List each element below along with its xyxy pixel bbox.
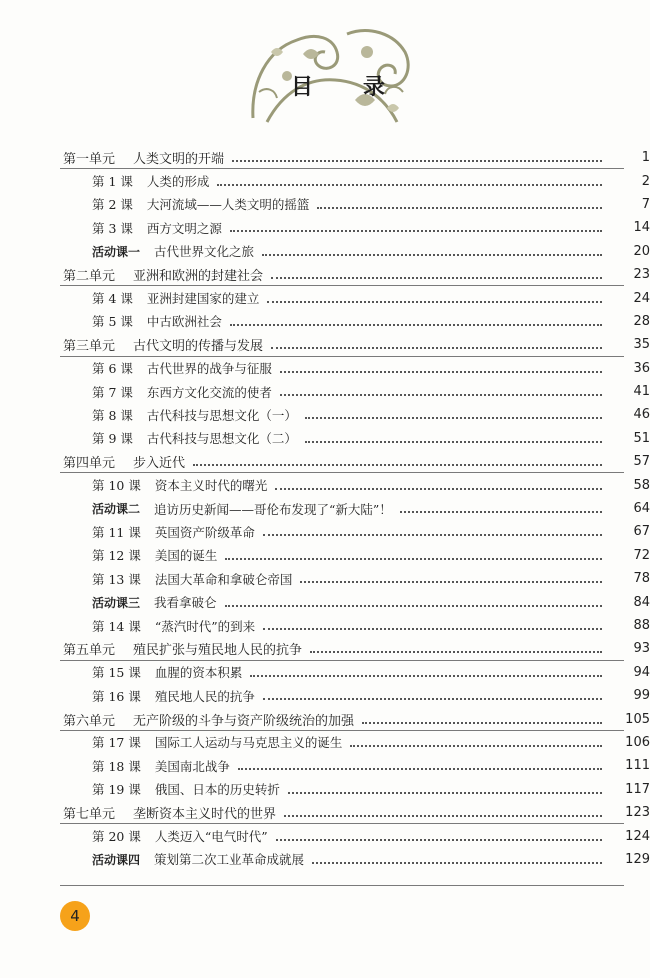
toc-entry-title: 美国的诞生 — [154, 548, 218, 564]
toc-entry-label: 第 3 课 — [92, 220, 133, 236]
toc-lesson-row[interactable] — [0, 310, 650, 333]
toc-lesson-row[interactable] — [0, 473, 650, 496]
toc-dot-leader — [275, 487, 602, 490]
toc-page-number: 35 — [633, 337, 650, 353]
toc-page-number: 106 — [625, 734, 650, 750]
toc-dot-leader — [312, 861, 602, 864]
toc-unit-row[interactable] — [0, 801, 650, 824]
toc-dot-leader — [263, 697, 602, 700]
toc-entry-label: 第 14 课 — [92, 618, 141, 634]
toc-entry-title: 古代世界文化之旅 — [154, 244, 255, 260]
toc-page-number: 14 — [633, 220, 650, 236]
heading-char-lu: 录 — [362, 75, 385, 100]
toc-unit-row[interactable] — [0, 707, 650, 730]
toc-page-number: 99 — [633, 688, 650, 704]
toc-entry-label: 第 8 课 — [92, 407, 133, 423]
toc-entry-title: 垄断资本主义时代的世界 — [133, 807, 277, 823]
toc-entry-title: 血腥的资本积累 — [154, 665, 243, 681]
table-of-contents — [0, 146, 650, 871]
toc-entry-title: 古代科技与思想文化（一） — [146, 407, 297, 423]
toc-page-number: 84 — [633, 594, 650, 610]
toc-entry-title: 亚洲封建国家的建立 — [146, 291, 260, 307]
toc-lesson-row[interactable] — [0, 544, 650, 567]
toc-dot-leader — [193, 463, 602, 466]
toc-dot-leader — [263, 627, 602, 630]
toc-entry-title: 资本主义时代的曙光 — [154, 478, 268, 494]
toc-lesson-row[interactable] — [0, 614, 650, 637]
toc-dot-leader — [310, 650, 602, 653]
toc-entry-label: 第 4 课 — [92, 291, 133, 307]
toc-unit-row[interactable] — [0, 450, 650, 473]
toc-entry-label: 第二单元 — [63, 269, 116, 285]
toc-entry-label: 第六单元 — [63, 713, 116, 729]
toc-activity-row[interactable] — [0, 848, 650, 871]
toc-lesson-row[interactable] — [0, 357, 650, 380]
toc-page-number: 20 — [633, 243, 650, 259]
toc-entry-title: 古代科技与思想文化（二） — [146, 431, 297, 447]
toc-lesson-row[interactable] — [0, 567, 650, 590]
toc-dot-leader — [267, 300, 602, 303]
toc-entry-label: 第 20 课 — [92, 829, 141, 845]
toc-entry-title: 人类的形成 — [146, 174, 210, 190]
toc-dot-leader — [232, 159, 602, 162]
toc-entry-label: 第 1 课 — [92, 174, 133, 190]
toc-unit-row[interactable] — [0, 263, 650, 286]
toc-entry-label: 活动课一 — [92, 244, 141, 259]
toc-dot-leader — [317, 206, 602, 209]
toc-unit-row[interactable] — [0, 146, 650, 169]
toc-lesson-row[interactable] — [0, 684, 650, 707]
toc-activity-row[interactable] — [0, 497, 650, 520]
toc-entry-title: 中古欧洲社会 — [146, 314, 222, 330]
toc-entry-title: 法国大革命和拿破仑帝国 — [154, 571, 293, 587]
toc-entry-label: 第五单元 — [63, 643, 116, 659]
toc-unit-row[interactable] — [0, 637, 650, 660]
toc-lesson-row[interactable] — [0, 286, 650, 309]
toc-dot-leader — [300, 580, 602, 583]
toc-page-number: 105 — [625, 711, 650, 727]
toc-entry-label: 第三单元 — [63, 339, 116, 355]
toc-unit-row[interactable] — [0, 333, 650, 356]
toc-dot-leader — [262, 253, 602, 256]
toc-entry-title: 东西方文化交流的使者 — [146, 384, 272, 400]
toc-entry-label: 第 11 课 — [92, 524, 141, 540]
toc-entry-label: 第一单元 — [63, 152, 116, 168]
toc-entry-title: 人类迈入“电气时代” — [154, 829, 268, 845]
toc-dot-leader — [288, 791, 602, 794]
toc-lesson-row[interactable] — [0, 169, 650, 192]
toc-dot-leader — [280, 393, 602, 396]
toc-entry-label: 第 9 课 — [92, 431, 133, 447]
toc-page-number: 111 — [625, 758, 650, 774]
toc-entry-title: 国际工人运动与马克思主义的诞生 — [154, 735, 343, 751]
toc-entry-title: 追访历史新闻——哥伦布发现了“新大陆”！ — [154, 501, 392, 517]
page-number-badge — [60, 901, 90, 931]
toc-dot-leader — [263, 533, 602, 536]
toc-dot-leader — [217, 183, 602, 186]
toc-dot-leader — [230, 323, 602, 326]
toc-entry-title: 古代文明的传播与发展 — [133, 339, 264, 355]
toc-lesson-row[interactable] — [0, 754, 650, 777]
toc-page-number: 78 — [633, 571, 650, 587]
toc-entry-label: 活动课四 — [92, 852, 141, 867]
toc-entry-label: 第 6 课 — [92, 361, 133, 377]
toc-dot-leader — [280, 370, 602, 373]
toc-entry-title: 大河流域——人类文明的摇篮 — [146, 197, 310, 213]
toc-entry-title: 英国资产阶级革命 — [154, 524, 255, 540]
toc-page-number: 1 — [641, 150, 650, 166]
toc-lesson-row[interactable] — [0, 193, 650, 216]
toc-page-number: 93 — [633, 641, 650, 657]
toc-lesson-row[interactable] — [0, 661, 650, 684]
toc-lesson-row[interactable] — [0, 427, 650, 450]
toc-activity-row[interactable] — [0, 240, 650, 263]
toc-dot-leader — [271, 276, 602, 279]
toc-page-number: 123 — [625, 805, 650, 821]
toc-entry-title: 美国南北战争 — [154, 758, 230, 774]
toc-bottom-rule — [60, 885, 624, 886]
toc-page-number: 124 — [625, 828, 650, 844]
toc-page-number: 58 — [633, 477, 650, 493]
toc-page-number: 94 — [633, 664, 650, 680]
toc-entry-label: 第 10 课 — [92, 478, 141, 494]
toc-dot-leader — [305, 416, 602, 419]
toc-entry-label: 第 15 课 — [92, 665, 141, 681]
toc-entry-title: 策划第二次工业革命成就展 — [154, 852, 305, 868]
toc-entry-label: 第 5 课 — [92, 314, 133, 330]
toc-page-number: 7 — [641, 196, 650, 212]
toc-entry-label: 第 18 课 — [92, 758, 141, 774]
toc-page-number: 67 — [633, 524, 650, 540]
toc-entry-label: 活动课三 — [92, 595, 141, 610]
heading-char-mu: 目 — [291, 75, 314, 100]
toc-entry-title: 殖民扩张与殖民地人民的抗争 — [133, 643, 303, 659]
toc-page-number: 2 — [641, 173, 650, 189]
toc-lesson-row[interactable] — [0, 216, 650, 239]
toc-entry-label: 第 16 课 — [92, 688, 141, 704]
toc-page-number: 88 — [633, 618, 650, 633]
toc-page-number: 46 — [633, 407, 650, 423]
toc-lesson-row[interactable] — [0, 403, 650, 426]
toc-lesson-row[interactable] — [0, 520, 650, 543]
toc-page-number: 64 — [633, 501, 650, 517]
toc-activity-row[interactable] — [0, 590, 650, 613]
toc-entry-label: 第 7 课 — [92, 384, 133, 400]
toc-page-number: 72 — [633, 547, 650, 563]
page-number: 4 — [70, 907, 80, 925]
toc-entry-title: 古代世界的战争与征服 — [146, 361, 272, 377]
toc-lesson-row[interactable] — [0, 824, 650, 847]
toc-heading — [291, 70, 385, 101]
toc-dot-leader — [271, 346, 602, 349]
toc-dot-leader — [305, 440, 602, 443]
toc-dot-leader — [276, 838, 602, 841]
toc-page-number: 28 — [633, 313, 650, 329]
toc-page-number: 51 — [633, 430, 650, 446]
toc-page-number: 24 — [633, 290, 650, 306]
toc-entry-title: 俄国、日本的历史转折 — [154, 782, 280, 798]
toc-dot-leader — [225, 604, 602, 607]
toc-entry-title: 西方文明之源 — [146, 220, 222, 236]
toc-dot-leader — [284, 814, 602, 817]
toc-dot-leader — [230, 229, 602, 232]
toc-entry-title: “蒸汽时代”的到来 — [154, 618, 256, 634]
toc-dot-leader — [362, 721, 602, 724]
toc-entry-title: 殖民地人民的抗争 — [154, 688, 255, 704]
toc-entry-title: 无产阶级的斗争与资产阶级统治的加强 — [133, 713, 355, 729]
toc-entry-title: 步入近代 — [133, 456, 186, 472]
toc-dot-leader — [238, 767, 602, 770]
toc-dot-leader — [225, 557, 602, 560]
toc-entry-label: 第 19 课 — [92, 782, 141, 798]
toc-entry-title: 人类文明的开端 — [133, 152, 225, 168]
toc-entry-title: 亚洲和欧洲的封建社会 — [133, 269, 264, 285]
toc-page-number: 23 — [633, 267, 650, 283]
toc-entry-label: 第 17 课 — [92, 735, 141, 751]
toc-page-number: 57 — [633, 454, 650, 470]
toc-lesson-row[interactable] — [0, 731, 650, 754]
toc-dot-leader — [250, 674, 602, 677]
toc-entry-label: 第七单元 — [63, 807, 116, 823]
toc-page-number: 117 — [625, 781, 650, 797]
toc-lesson-row[interactable] — [0, 380, 650, 403]
toc-dot-leader — [350, 744, 602, 747]
toc-entry-label: 第 13 课 — [92, 571, 141, 587]
toc-entry-label: 第 2 课 — [92, 197, 133, 213]
toc-entry-label: 活动课二 — [92, 502, 141, 517]
toc-entry-title: 我看拿破仑 — [154, 595, 217, 611]
toc-page-number: 36 — [633, 360, 650, 376]
toc-lesson-row[interactable] — [0, 778, 650, 801]
toc-page-number: 129 — [625, 851, 650, 867]
toc-entry-label: 第 12 课 — [92, 548, 141, 564]
toc-dot-leader — [400, 510, 602, 513]
toc-entry-label: 第四单元 — [63, 456, 116, 472]
toc-page-number: 41 — [633, 384, 650, 400]
